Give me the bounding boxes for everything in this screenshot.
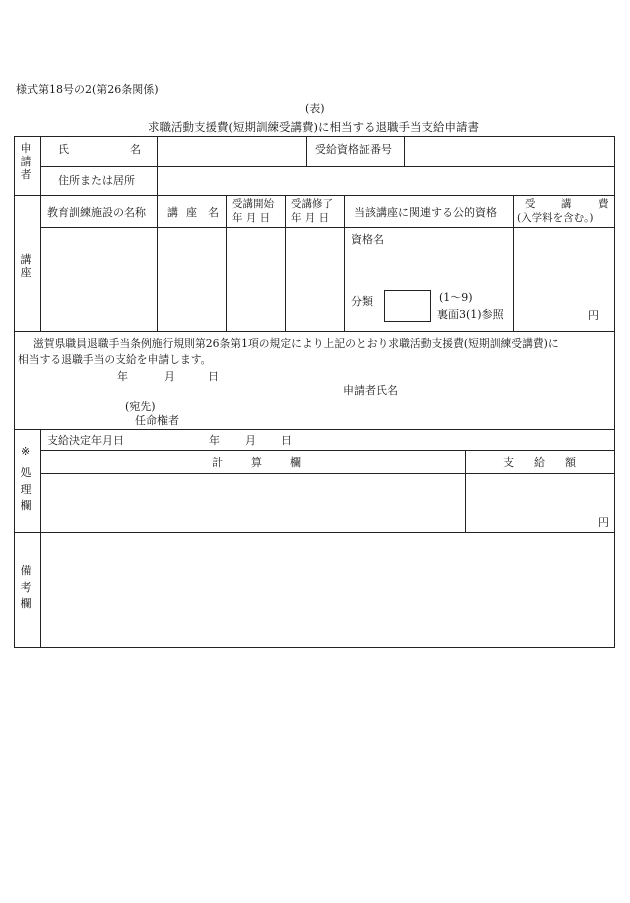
fee-header-part3: 費 (598, 198, 609, 210)
amount-header-part2: 給 (534, 456, 545, 469)
name-label-part2: 名 (130, 143, 141, 156)
course-name-header-part3: 名 (208, 206, 219, 219)
course-header-divider (40, 227, 615, 228)
processing-label-divider (40, 429, 41, 532)
application-year: 年 (117, 370, 128, 383)
fee-yen-unit: 円 (588, 309, 599, 322)
addressee-label: (宛先) (125, 400, 156, 413)
end-date-header: 受講修了 (291, 198, 333, 210)
course-label-divider (40, 195, 41, 331)
decision-month: 月 (245, 434, 256, 447)
category-range: (1〜9) (439, 291, 473, 304)
end-date-header-ymd: 年 月 日 (291, 212, 330, 224)
course-col-divider-3 (285, 195, 286, 331)
course-col-divider-4 (344, 195, 345, 331)
address-label: 住所または居所 (58, 174, 135, 187)
category-label: 分類 (351, 295, 373, 308)
fee-header-part2: 講 (561, 198, 572, 210)
processing-col-divider (465, 450, 466, 532)
form-title: 求職活動支援費(短期訓練受講費)に相当する退職手当支給申請書 (148, 120, 479, 134)
appointer-label: 任命権者 (135, 414, 179, 427)
calc-header-part1: 計 (212, 456, 223, 469)
decision-day: 日 (281, 434, 292, 447)
divider-processing-remarks (14, 532, 615, 533)
processing-section-label: 処理欄 (20, 466, 32, 512)
applicant-cert-left (306, 136, 307, 166)
start-date-header: 受講開始 (232, 198, 274, 210)
start-date-header-ymd: 年 月 日 (232, 212, 271, 224)
applicant-col-divider (157, 136, 158, 195)
amount-yen-unit: 円 (598, 516, 609, 529)
form-side-label: (表) (305, 102, 325, 115)
course-col-divider-5 (513, 195, 514, 331)
processing-date-divider (40, 450, 615, 451)
course-col-divider-2 (226, 195, 227, 331)
category-reference: 裏面3(1)参照 (437, 308, 504, 321)
divider-applicant-course (14, 195, 615, 196)
processing-mark: ※ (21, 445, 31, 458)
applicant-section-label: 申請者 (20, 142, 32, 181)
course-name-header-part1: 講 (167, 206, 178, 219)
qualification-name-label: 資格名 (351, 233, 384, 246)
fee-header-note: (入学料を含む。) (517, 212, 594, 224)
calc-header-part3: 欄 (290, 456, 301, 469)
form-number: 様式第18号の2(第26条関係) (16, 83, 159, 96)
remarks-section-label: 備考欄 (20, 564, 32, 610)
amount-header-part3: 額 (565, 456, 576, 469)
qualification-header: 当該講座に関連する公的資格 (354, 206, 497, 219)
decision-date-label: 支給決定年月日 (47, 434, 124, 447)
divider-course-declaration (14, 331, 615, 332)
applicant-cert-right (404, 136, 405, 166)
name-label-part1: 氏 (58, 143, 69, 156)
application-day: 日 (208, 370, 219, 383)
applicant-inner-divider (40, 166, 615, 167)
course-name-header-part2: 座 (186, 206, 197, 219)
facility-name-header: 教育訓練施設の名称 (47, 206, 146, 219)
category-input-box[interactable] (384, 290, 431, 322)
certificate-number-label: 受給資格証番号 (315, 143, 392, 156)
applicant-name-label: 申請者氏名 (343, 384, 398, 397)
declaration-line-2: 相当する退職手当の支給を申請します。 (18, 353, 212, 366)
processing-header-divider (40, 473, 615, 474)
remarks-label-divider (40, 532, 41, 648)
course-section-label: 講座 (20, 253, 32, 279)
calc-header-part2: 算 (251, 456, 262, 469)
divider-declaration-processing (14, 429, 615, 430)
amount-header-part1: 支 (503, 456, 514, 469)
decision-year: 年 (209, 434, 220, 447)
course-col-divider-1 (157, 195, 158, 331)
fee-header-part1: 受 (525, 198, 536, 210)
declaration-line-1: 滋賀県職員退職手当条例施行規則第26条第1項の規定により上記のとおり求職活動支援費(短期訓練受講費)に (33, 337, 559, 350)
application-month: 月 (164, 370, 175, 383)
